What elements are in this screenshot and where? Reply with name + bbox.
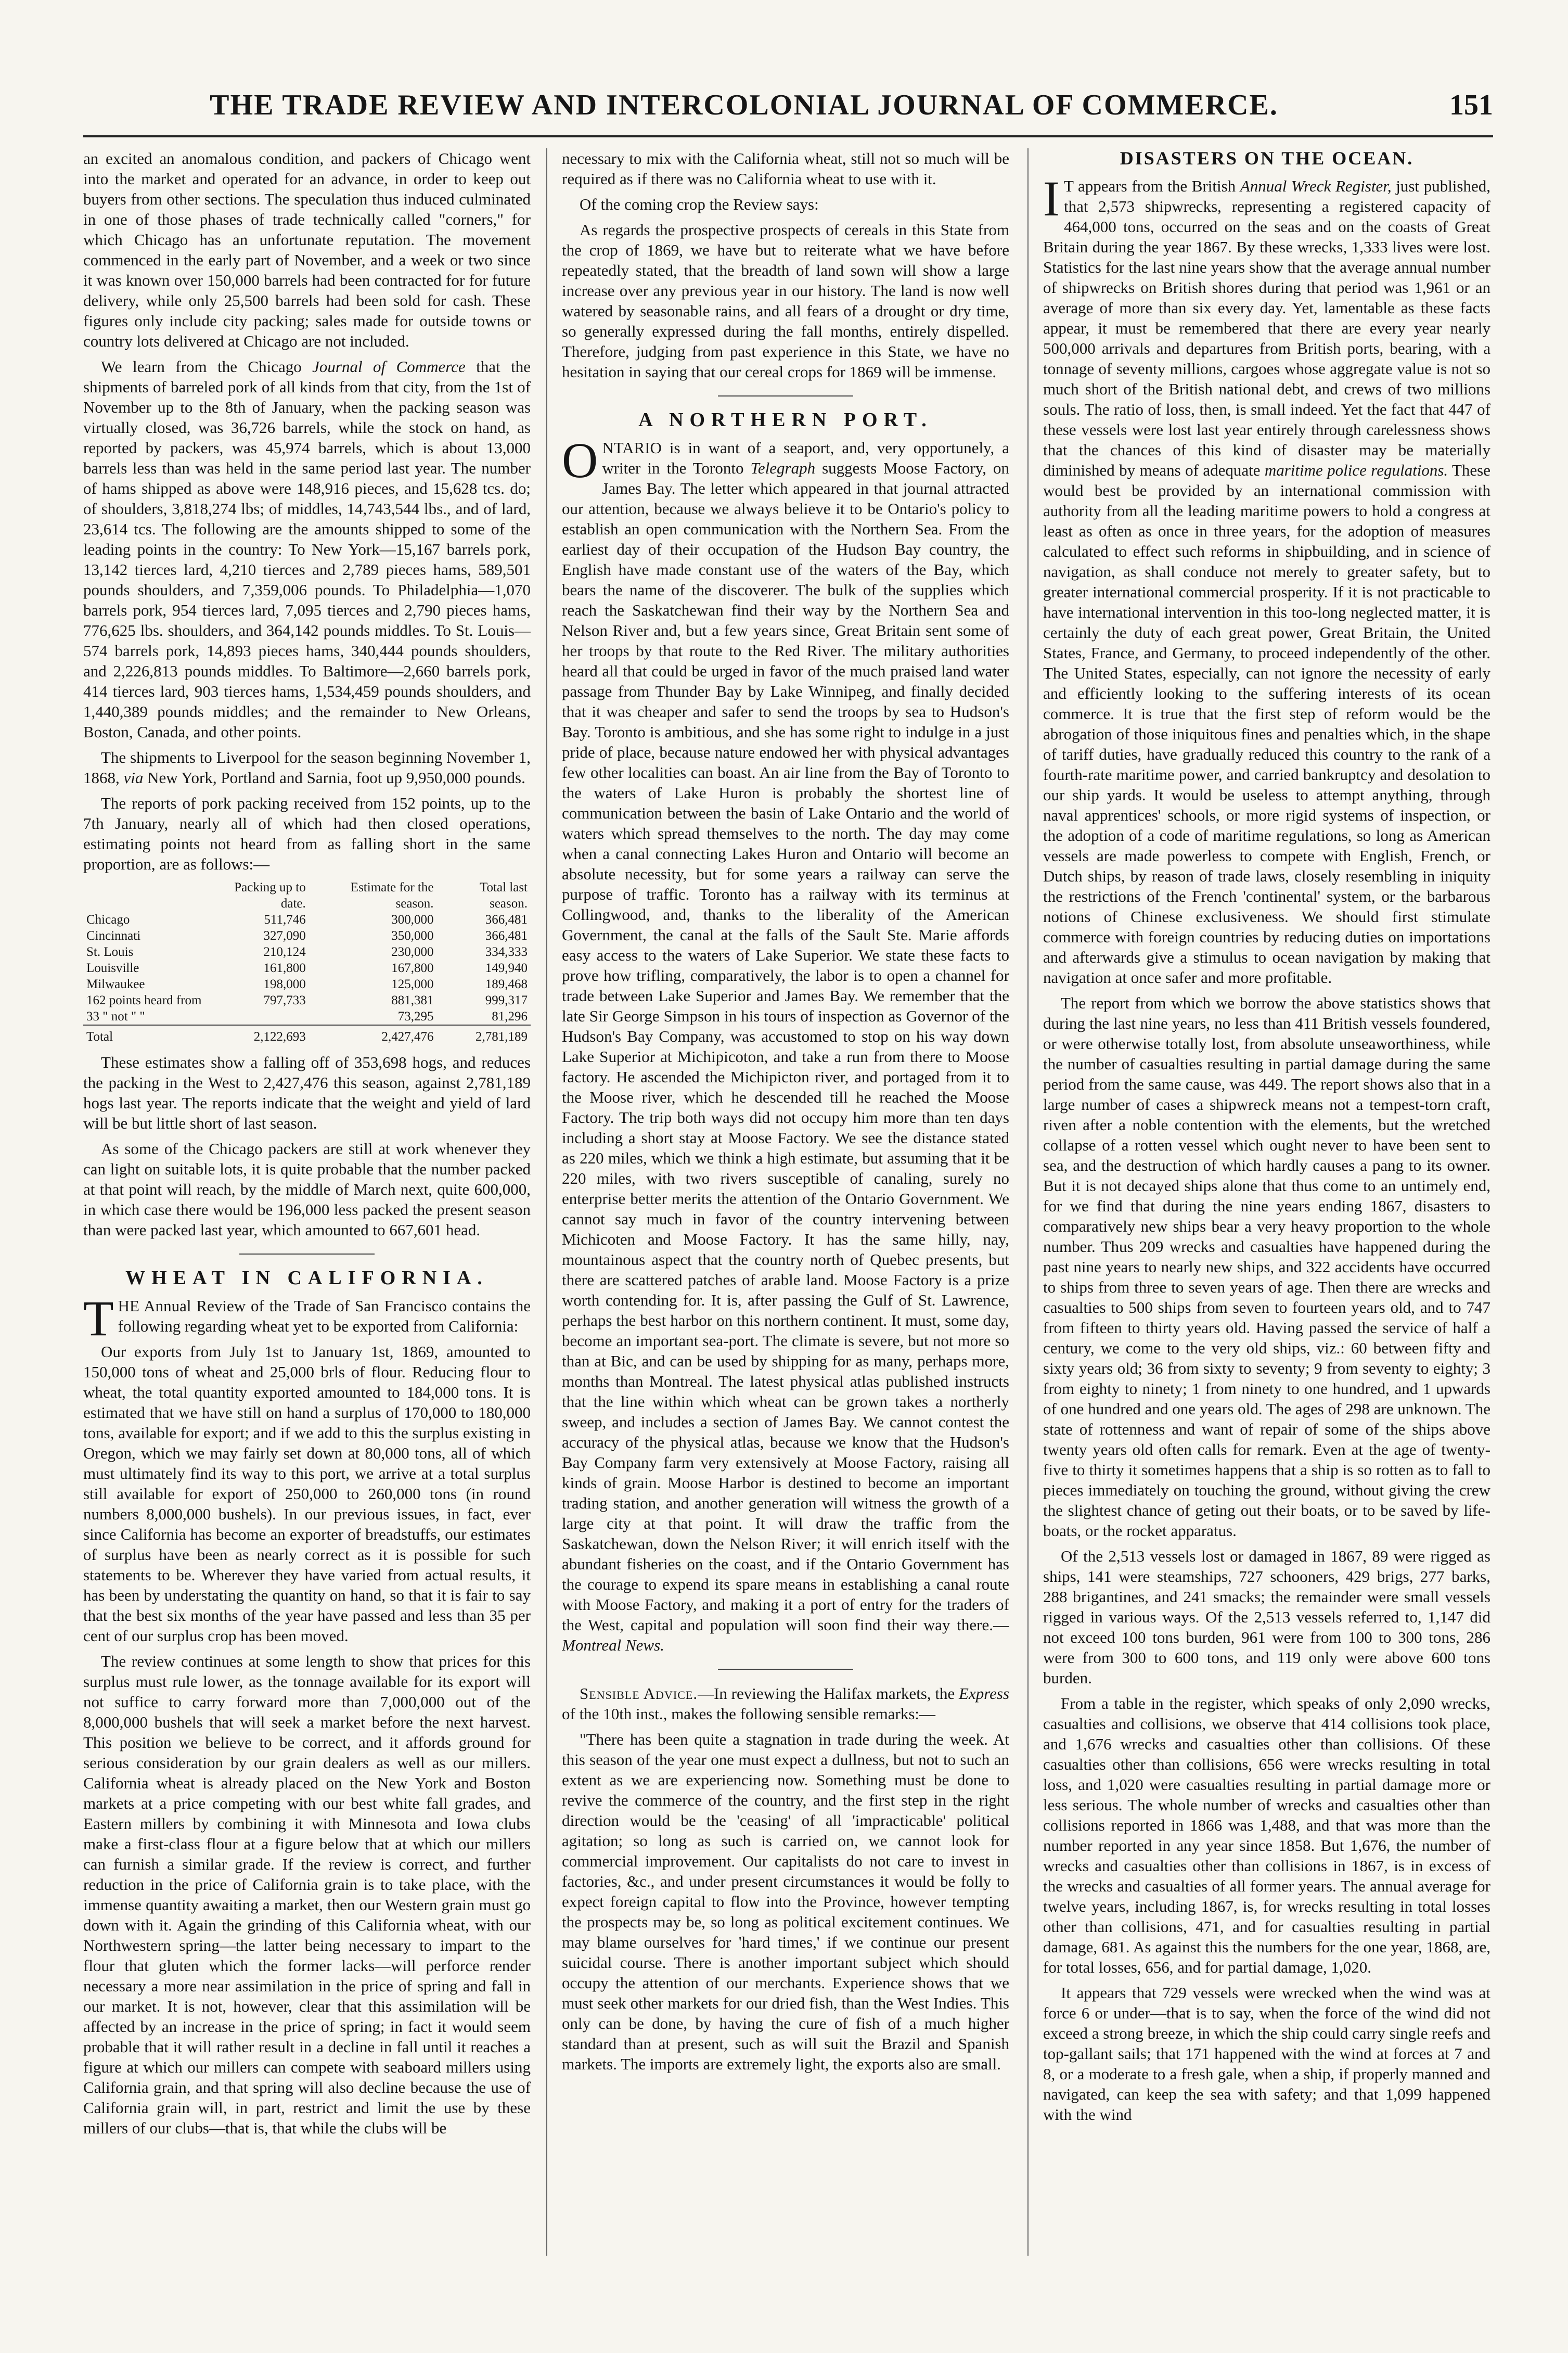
table-cell: 327,090 bbox=[263, 929, 306, 943]
table-cell: 300,000 bbox=[391, 913, 434, 927]
paragraph: an excited an anomalous condition, and packers of Chicago went into the market and operated for an advance, in order to keep out buyers from other sections. The speculation thus induced culminated in one of those phases of trade technically called "corners," for which Chicago has an unfortunate reputation. The movement commenced in the early part of November, and a week or two since it was known over 150,000 barrels had been contracted for for future delivery, while only 25,500 barrels had been sold for cash. These figures only include city packing; sales made for outside towns or country lots delivered at Chicago are not included. bbox=[83, 149, 531, 350]
italic-phrase: maritime police regulations. bbox=[1264, 461, 1448, 479]
table-cell: 149,940 bbox=[485, 961, 528, 975]
table-row bbox=[83, 976, 531, 992]
table-cell-label: 162 points heard from bbox=[86, 993, 202, 1007]
column-divider bbox=[1027, 148, 1029, 2256]
paragraph: The reports of pork packing received from 152 points, up to the 7th January, nearly all of which had then closed operations, estimating points not heard from as falling short in the same proportion, are as follows:— bbox=[83, 794, 531, 873]
text-run: T appears from the British bbox=[1063, 177, 1240, 195]
text-run: HE Annual Review of the Trade of San Francisco contains the following regarding wheat yet to be exported from California: bbox=[118, 1297, 531, 1335]
text-run: We learn from the Chicago bbox=[101, 357, 313, 376]
publication-name: Annual Wreck Register, bbox=[1240, 177, 1392, 195]
drop-cap: T bbox=[83, 1290, 114, 1346]
paragraph: It appears that 729 vessels were wrecked when the wind was at force 6 or under—that is to say, when the force of the wind did not exceed a strong breeze, in which the ship could carry single reefs and top-gallant sails; that 171 happened with the wind at forces at 7 and 8, or a moderate to a fresh gale, when a ship, if properly manned and navigated, can keep the sea with safety; and that 1,099 happened with the wind bbox=[1043, 1984, 1490, 2124]
text-run: NTARIO is in want of a seaport, and, very opportunely, a writer in the Toronto bbox=[602, 439, 1009, 477]
text-run: New York, Portland and Sarnia, foot up 9,950,000 pounds. bbox=[143, 769, 525, 787]
table-row bbox=[83, 912, 531, 928]
paragraph bbox=[83, 356, 531, 742]
paragraph: Our exports from July 1st to January 1st, 1869, amounted to 150,000 tons of wheat and 25,000 brls of flour. Reducing flour to wheat, the total quantity exported amounted to 184,000 tons. It is estimated that we have still on hand a surplus of 170,000 to 180,000 tons, available for export; and if we add to this the surplus existing in Oregon, which we may fairly set down at 80,000 tons, all of which must ultimately find its way to this port, we arrive at a total surplus still available for export of 250,000 to 260,000 tons (in round numbers 8,000,000 bushels). In our previous issues, in fact, ever since California has become an exporter of breadstuffs, our estimates of surplus have been as nearly correct as it is possible for such statements to be. Wherever they have varied from actual results, it has been by understating the quantity on hand, so that it is fair to say that the best six months of the year have passed and less than 35 per cent of our surplus crop has been moved. bbox=[83, 1342, 531, 1645]
paragraph: These estimates show a falling off of 353,698 hogs, and reduces the packing in the West to 2,427,476 this season, against 2,781,189 hogs last year. The reports indicate that the weight and yield of lard will be but little short of last season. bbox=[83, 1053, 531, 1132]
paragraph: The review continues at some length to show that prices for this surplus must rule lower, as the tonnage available for its export will not suffice to carry forward more than 7,000,000 out of the 8,000,000 bushels that will seek a market before the next harvest. This position we believe to be correct, and it affords ground for serious consideration by our grain dealers as well as our millers. California wheat is already placed on the New York and Boston markets at a price competing with our best white fall grades, and Eastern millers by combining it with Minnesota and Iowa clubs make a first-class flour at a figure below that at which our millers can furnish a similar grade. If the review is correct, and further reduction in the price of California grain is to take place, with the immense quantity awaiting a market, then our Western grain must go down with it. Again the grinding of this California wheat, with our Northwestern spring—the latter being necessary to impart to the flour that gluten which the former lacks—will perforce render necessary a more near assimilation in the price of spring and fall in our market. It is not, however, clear that this assimilation will be affected by an increase in the price of spring; in fact it would seem probable that it will rather result in a decline in fall until it reaches a figure at which our millers can compete with seaboard millers using California grain, and that spring will also decline because the use of California grain will, in part, restrict and limit the use by these millers of our clubs—that is, that while the clubs will be bbox=[83, 1652, 531, 2137]
publication-name: Telegraph bbox=[750, 459, 816, 477]
table-cell: 81,296 bbox=[492, 1009, 528, 1024]
page-title: THE TRADE REVIEW AND INTERCOLONIAL JOURNAL OF COMMERCE. bbox=[210, 89, 1278, 121]
section-divider bbox=[718, 395, 853, 397]
table-cell-label: 33 " not " " bbox=[86, 1009, 145, 1024]
table-cell-label: Chicago bbox=[86, 913, 130, 927]
text-run: just published, that 2,573 shipwrecks, representing a registered capacity of 464,000 tons, occurred on the seas and on the coasts of Great Britain during the year 1867. By these wrecks, 1,333 lives were lost. Statistics for the last nine years show that the average annual number of shipwrecks on British shores during that period was 1,961 or an average of more than six every day. Yet, lamentable as these facts appear, it must be remembered that there are every year nearly 500,000 arrivals and departures from British ports, bearing, with a tonnage of seventy millions, cargoes whose aggregate value is not so much short of the British national debt, and crews of two millions souls. The ratio of loss, then, is small indeed. Yet the fact that 447 of these vessels were lost last year entirely through carelessness shows that the chances of this kind of disaster may be materially diminished by means of adequate bbox=[1043, 177, 1490, 479]
table-cell: 210,124 bbox=[263, 945, 306, 959]
table-cell-label: St. Louis bbox=[86, 945, 134, 959]
table-cell: 511,746 bbox=[264, 913, 306, 927]
table-cell: 2,781,189 bbox=[436, 1025, 531, 1045]
column-1 bbox=[83, 148, 531, 2256]
italic-word: via bbox=[123, 769, 144, 787]
table-cell: 881,381 bbox=[391, 993, 434, 1007]
run-in-heading: Sensible Advice. bbox=[580, 1684, 698, 1703]
text-run: of the 10th inst., makes the following sensible remarks:— bbox=[562, 1705, 936, 1723]
table-header-row bbox=[83, 879, 531, 912]
table-row bbox=[83, 960, 531, 976]
paragraph bbox=[83, 1290, 531, 1346]
section-divider bbox=[718, 1669, 853, 1670]
table-cell: 73,295 bbox=[397, 1009, 434, 1024]
source-attribution: Montreal News. bbox=[562, 1636, 664, 1654]
table-row bbox=[83, 928, 531, 944]
column-3 bbox=[1043, 148, 1490, 2256]
column-divider bbox=[546, 148, 547, 2256]
drop-cap: O bbox=[562, 432, 598, 488]
table-cell-label: Milwaukee bbox=[86, 977, 145, 991]
table-total-row bbox=[83, 1025, 531, 1045]
table-cell-label: Louisville bbox=[86, 961, 139, 975]
text-run: These would best be provided by an international commission with authority from all the leading maritime powers to hold a congress at least as often as once in three years, for the adoption of measures calculated to effect such reforms in shipbuilding, and in science of navigation, as shall conduce not merely to greater safety, but to greater international commercial prosperity. If it is not practicable to have international intervention in this too-long neglected matter, it is certainly the duty of each great power, Great Britain, the United States, France, and Germany, to proceed independently of the other. The United States, especially, can not ignore the necessity of early and efficiently looking to the suffering interests of its ocean commerce. It is true that the first step of reform would be the abrogation of those iniquitous fines and penalties which, in the shape of tariff duties, have gradually reduced this country to the rank of a fourth-rate maritime power, and carried bankruptcy and desolation to our ship yards. It would be useless to attempt anything, through naval apprentices' schools, or more rigid systems of inspection, or the adoption of a code of maritime regulations, so long as American vessels are made powerless to compete with English, French, or Dutch ships, by reason of trade laws, closely resembling in iniquity the restrictions of the French 'continental' system, or the barbarous notions of Chinese exclusiveness. We should first stimulate commerce with foreign countries by reducing duties on importations and afterwards give a stimulus to ocean navigation by making that navigation at once safer and more profitable. bbox=[1043, 461, 1490, 987]
paragraph bbox=[562, 432, 1009, 1655]
section-heading-northern-port: A NORTHERN PORT. bbox=[638, 409, 933, 431]
table-cell: 167,800 bbox=[391, 961, 434, 975]
table-cell: 230,000 bbox=[391, 945, 434, 959]
table-column-header: Packing up to date. bbox=[234, 880, 306, 911]
text-run: that the shipments of barreled pork of all kinds from that city, from the 1st of November up to the 8th of January, when the packing season was virtually closed, was 36,726 barrels, while the stock on hand, as reported by packers, was 45,974 barrels, which is about 13,000 barrels less than was held in the same period last year. The number of hams shipped as above were 148,916 pieces, and 15,628 tcs. do; of shoulders, 3,818,274 lbs; of middles, 14,743,544 lbs., and of lard, 23,614 tcs. The following are the amounts shipped to some of the leading points in the country: To New York—15,167 barrels pork, 13,142 tierces lard, 4,210 tierces and 2,789 pieces hams, 589,501 pounds shoulders, and 7,359,006 pounds. To Philadelphia—1,070 barrels pork, 954 tierces lard, 7,095 tierces and 2,790 pieces hams, 776,625 lbs. shoulders, and 364,142 pounds middles. To St. Louis—574 barrels pork, 14,893 pieces hams, 340,444 pounds shoulders, and 2,226,813 pounds middles. To Baltimore—2,660 barrels pork, 414 tierces lard, 903 tierces hams, 1,534,459 pounds shoulders, and 1,440,389 pounds middles; and the remainder to New Orleans, Boston, Canada, and other points. bbox=[83, 357, 531, 741]
table-header-blank bbox=[83, 879, 204, 912]
table-cell: 366,481 bbox=[485, 929, 528, 943]
table-cell: 125,000 bbox=[391, 977, 434, 991]
table-column-header: Estimate for the season. bbox=[350, 880, 434, 911]
pork-packing-table bbox=[83, 879, 531, 1045]
publication-name: Journal of Commerce bbox=[312, 357, 466, 376]
table-cell: 2,122,693 bbox=[204, 1025, 309, 1045]
table-row bbox=[83, 1008, 531, 1025]
text-run: —In reviewing the Halifax markets, the bbox=[698, 1684, 959, 1703]
text-run: suggests Moose Factory, on James Bay. The letter which appeared in that journal attracted our attention, because we always believe it to be Ontario's policy to establish an open communication with the Northern Sea. From the earliest day of their occupation of the Hudson Bay country, the English have made constant use of the waters of the Bay, which bears the name of the discoverer. The bulk of the supplies which reach the Saskatchewan find their way by the Northern Sea and Nelson River and, but a few years since, Great Britain sent some of her troops by that route to the Red River. The military authorities heard all that could be urged in favor of the much praised land water passage from Thunder Bay by Lake Winnipeg, and finally decided that it was cheaper and safer to send the troops by sea to Hudson's Bay. Toronto is ambitious, and she has some right to indulge in a just pride of place, because nature endowed her with physical advantages few other localities can boast. An air line from the Bay of Toronto to the waters of Lake Huron is probably the shortest line of communication between the basin of Lake Ontario and the world of waters which spread themselves to the north. The day may come when a canal connecting Lakes Huron and Ontario will become an absolute necessity, but for some years a railway can serve the purpose of traffic. Toronto has a railway with its terminus at Collingwood, and, thanks to the liberality of the American Government, the canal at the falls of the Sault Ste. Marie affords easy access to the waters of Lake Superior. We state these facts to prove how trifling, comparatively, the labor is to open a channel for trade between Lake Superior and James Bay. We remember that the late Sir George Simpson in his tours of inspection as Governor of the Hudson's Bay Company, was accustomed to stop on his way down Lake Superior at Michipicoton, and take a run from there to Moose factory. He ascended the Michipicton river, and portaged from it to the Moose river, which he descended till he reached the Moose Factory. The trip both ways did not occupy him more than ten days including a short stay at Moose Factory. We see the distance stated as 220 miles, which we think a high estimate, but assuming that it be 220 miles, with two rivers susceptible of canaling, surely no enterprise better merits the attention of the Ontario Government. We cannot say much in favor of the country intervening between Michicoten and Moose Factory. It has the same hilly, nay, mountainous aspect that the country north of Quebec presents, but there are scattered patches of arable land. Moose Factory is a prize worth contending for. It is, after passing the Gulf of St. Lawrence, perhaps the best harbor on this northern continent. It must, some day, become an important sea-port. The climate is severe, but not more so than at Bic, and can be used by shipping for as many, perhaps more, months than Montreal. The latest physical atlas published instructs that the line within which wheat can be grown takes a northerly sweep, and includes a section of James Bay. We cannot contest the accuracy of the physical atlas, because we know that the Hudson's Bay Company farm very extensively at Moose Factory, raising all kinds of grain. Moose Harbor is destined to become an important trading station, and another generation will witness the growth of a large city at that point. It will draw the traffic from the Saskatchewan, down the Nelson River; it will enrich itself with the abundant fisheries on the coast, and if the Ontario Government has the courage to expend its spare means in establishing a canal route with Moose Factory, and making it a port of entry for the traders of the West, capital and population will soon find their way there.— bbox=[562, 459, 1009, 1634]
text-run: The shipments to Liverpool for the season beginning November 1, 1868, bbox=[83, 748, 531, 787]
drop-cap: I bbox=[1043, 171, 1060, 226]
table-cell: 797,733 bbox=[263, 993, 306, 1007]
section-heading-disasters: DISASTERS ON THE OCEAN. bbox=[1120, 148, 1414, 169]
paragraph bbox=[562, 1683, 1009, 1724]
paragraph: Of the 2,513 vessels lost or damaged in 1867, 89 were rigged as ships, 141 were steamships, 727 schooners, 429 brigs, 277 barks, 288 brigantines, and 241 smacks; the remainder were small vessels rigged in various ways. Of the 2,513 vessels referred to, 1,147 did not exceed 100 tons burden, 961 were from 100 to 300 tons, 286 were from 300 to 600 tons, and 119 only were above 600 tons burden. bbox=[1043, 1547, 1490, 1687]
table-cell: 350,000 bbox=[391, 929, 434, 943]
quoted-paragraph: "There has been quite a stagnation in trade during the week. At this season of the year one must expect a dullness, but not to such an extent as we are experiencing now. Something must be done to revive the commerce of the country, and the first step in the right direction would be the 'ceasing' of all 'impracticable' political agitation; so long as such is carried on, we cannot look for commercial improvement. Our capitalists do not care to invest in factories, &c., and under present circumstances it would be folly to expect foreign capital to flow into the Province, however tempting the prospects may be, so long as political excitement continues. We may blame ourselves for 'hard times,' if we continue our present suicidal course. There is another important subject which should occupy the attention of our merchants. Experience shows that we must seek other markets for our dried fish, than the West Indies. This only can be done, by having the cure of fish of a much higher standard than at present, such as will suit the Brazil and Spanish markets. The imports are extremely light, the exports also are small. bbox=[562, 1730, 1009, 2073]
page-number: 151 bbox=[1449, 89, 1493, 121]
section-divider bbox=[239, 1254, 375, 1255]
table-cell: 189,468 bbox=[485, 977, 528, 991]
table-cell: 2,427,476 bbox=[309, 1025, 437, 1045]
table-row bbox=[83, 944, 531, 960]
paragraph: From a table in the register, which speaks of only 2,090 wrecks, casualties and collisions, we observe that 414 collisions took place, and 1,676 wrecks and casualties other than collisions. Of these casualties other than collisions, 656 were wrecks resulting in total loss, and 1,020 were casualties resulting in partial damage more or less serious. The whole number of wrecks and casualties other than collisions reported in 1866 was 1,488, and that was more than the number reported in any year since 1858. But 1,676, the number of wrecks and casualties other than collisions in 1867, is in excess of the wrecks and casualties of all former years. The annual average for twelve years, including 1867, is, for wrecks resulting in total losses other than collisions, 471, and for casualties resulting in partial damage, 681. As against this the numbers for the one year, 1868, are, for total losses, 656, and for partial damage, 1,020. bbox=[1043, 1694, 1490, 1976]
column-2 bbox=[562, 148, 1009, 2256]
table-cell: 198,000 bbox=[263, 977, 306, 991]
paragraph bbox=[83, 747, 531, 788]
section-heading-wheat: WHEAT IN CALIFORNIA. bbox=[125, 1267, 489, 1289]
paragraph: As regards the prospective prospects of cereals in this State from the crop of 1869, we have but to reiterate what we have before repeatedly stated, that the breadth of land sown will show a large increase over any previous year in our history. The land is now well watered by seasonable rains, and all fears of a drought or dry time, so generally expressed during the fall months, entirely dispelled. Therefore, judging from past experience in this State, we have no hesitation in saying that our cereal crops for 1869 will be immense. bbox=[562, 221, 1009, 381]
table-cell: 999,317 bbox=[485, 993, 528, 1007]
paragraph: The report from which we borrow the above statistics shows that during the last nine years, no less than 411 British vessels foundered, or were otherwise totally lost, from absolute unseaworthiness, while the number of casualties resulting in partial damage during the same period from the same cause, was 449. The report shows also that in a large number of cases a shipwreck means not a tempest-torn craft, riven after a noble contention with the elements, but the wretched collapse of a rotten vessel which ought never to have been sent to sea, and the destruction of which hardly causes a pang to its owner. But it is not decayed ships alone that thus come to an untimely end, for we find that during the nine years ending 1867, disasters to comparatively new ships bear a very heavy proportion to the whole number. Thus 209 wrecks and casualties have happened during the past nine years to nearly new ships, and 322 accidents have occurred to ships from three to seven years of age. Then there are wrecks and casualties to 500 ships from seven to fourteen years old, and to 747 from fifteen to thirty years old. Having passed the service of half a century, we come to the very old ships, viz.: 60 between fifty and sixty years old; 36 from sixty to seventy; 9 from seventy to eighty; 3 from eighty to ninety; 1 from ninety to one hundred, and 1 upwards of one hundred and one years old. The ages of 298 are unknown. The state of rottenness and want of repair of some of the ships above twenty years old often calls for remark. Even at the age of twenty-five to thirty it sometimes happens that a ship is so rotten as to fall to pieces immediately on touching the ground, without giving the crew the slightest chance of geting out their boats, or to be saved by life-boats, or the rocket apparatus. bbox=[1043, 994, 1490, 1540]
paragraph: necessary to mix with the California wheat, still not so much will be required as if there was no California wheat to use with it. bbox=[562, 149, 1009, 188]
paragraph bbox=[1043, 171, 1490, 988]
table-row bbox=[83, 992, 531, 1008]
table-cell bbox=[204, 1008, 309, 1025]
table-column-header: Total last season. bbox=[480, 880, 528, 911]
publication-name: Express bbox=[959, 1684, 1009, 1703]
table-cell-label: Cincinnati bbox=[86, 929, 141, 943]
paragraph: As some of the Chicago packers are still at work whenever they can light on suitable lots, it is quite probable that the number packed at that point will reach, by the middle of March next, quite 600,000, in which case there would be 196,000 less packed the present season than were packed last year, which amounted to 667,601 head. bbox=[83, 1140, 531, 1239]
table-cell: 161,800 bbox=[263, 961, 306, 975]
table-cell: 366,481 bbox=[485, 913, 528, 927]
paragraph: Of the coming crop the Review says: bbox=[580, 195, 819, 213]
table-cell: 334,333 bbox=[485, 945, 528, 959]
table-cell-label: Total bbox=[83, 1025, 204, 1045]
page-header bbox=[83, 78, 1493, 137]
